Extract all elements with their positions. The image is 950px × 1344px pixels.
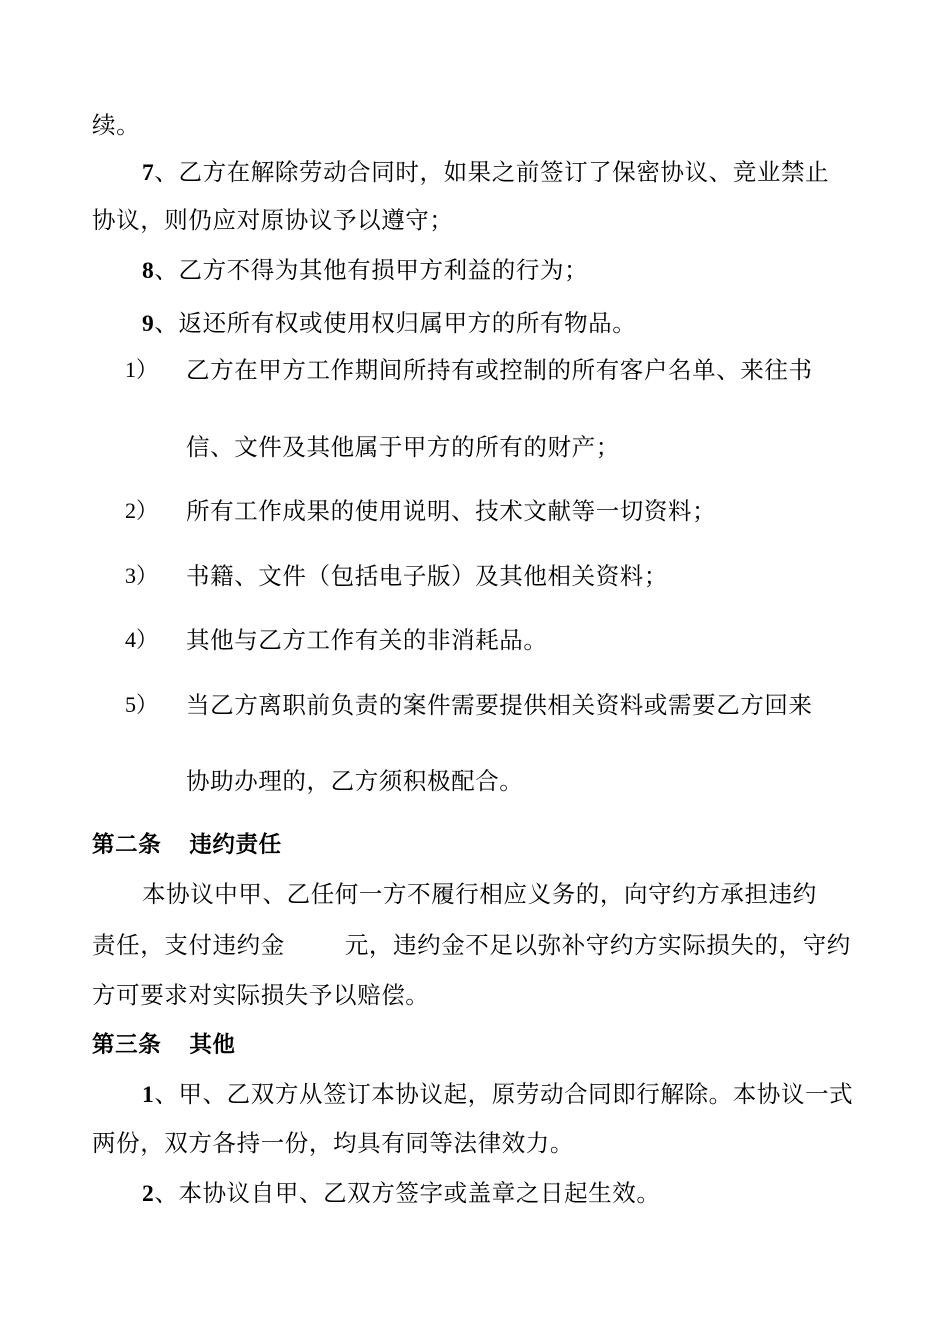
item-text: 乙方在解除劳动合同时，如果之前签订了保密协议、竞业禁止: [178, 158, 830, 186]
return-item-1-continued: 信、文件及其他属于甲方的所有的财产；: [186, 433, 620, 461]
list-number-2: 2）: [125, 498, 159, 523]
clause-item-7-continued: 协议，则仍应对原协议予以遵守；: [92, 206, 454, 234]
article-number: 第三条: [92, 1032, 162, 1058]
return-item-1: 乙方在甲方工作期间所持有或控制的所有客户名单、来往书: [186, 356, 813, 384]
list-number-1: 1）: [125, 357, 159, 382]
item-text: 甲、乙双方从签订本协议起，原劳动合同即行解除。本协议一式: [178, 1080, 854, 1108]
return-item-2: 所有工作成果的使用说明、技术文献等一切资料；: [186, 497, 717, 525]
list-number-5: 5）: [125, 692, 159, 717]
item-number: 7: [142, 160, 155, 186]
clause-item-7: [142, 157, 829, 188]
item-separator: 、: [154, 309, 179, 337]
item-number: 9: [142, 311, 155, 337]
item-separator: 、: [154, 1179, 179, 1207]
penalty-text-after: 元，违约金不足以弥补守约方实际损失的，守约: [344, 931, 851, 959]
article-title: 其他: [189, 1032, 236, 1058]
article-number: 第二条: [92, 832, 162, 858]
article-2-paragraph-line-2: [92, 930, 851, 960]
item-text: 返还所有权或使用权归属甲方的所有物品。: [178, 309, 637, 337]
article-3-item-1-continued: 两份，双方各持一份，均具有同等法律效力。: [92, 1129, 574, 1157]
return-item-3: 书籍、文件（包括电子版）及其他相关资料；: [186, 562, 668, 590]
return-item-5: 当乙方离职前负责的案件需要提供相关资料或需要乙方回来: [186, 691, 813, 719]
article-2-paragraph-line-3: 方可要求对实际损失予以赔偿。: [92, 981, 430, 1009]
article-3-heading: [92, 1030, 236, 1060]
item-text: 本协议自甲、乙双方签字或盖章之日起生效。: [178, 1179, 661, 1207]
item-separator: 、: [154, 158, 179, 186]
item-separator: 、: [154, 1080, 179, 1108]
clause-item-8: [142, 255, 588, 286]
article-2-paragraph-line-1: 本协议中甲、乙任何一方不履行相应义务的，向守约方承担违约: [142, 880, 817, 908]
article-3-item-1: [142, 1079, 853, 1110]
list-number-4: 4）: [125, 627, 159, 652]
article-title: 违约责任: [189, 832, 282, 858]
return-item-4: 其他与乙方工作有关的非消耗品。: [186, 626, 548, 654]
article-2-heading: [92, 830, 282, 860]
list-number-3: 3）: [125, 563, 159, 588]
item-separator: 、: [154, 256, 179, 284]
continuation-text: 续。: [92, 111, 141, 139]
item-number: 8: [142, 258, 155, 284]
penalty-text-before: 责任，支付违约金: [92, 931, 285, 959]
item-number: 2: [142, 1181, 155, 1207]
article-3-item-2: [142, 1178, 660, 1209]
item-number: 1: [142, 1082, 155, 1108]
return-item-5-continued: 协助办理的，乙方须积极配合。: [186, 767, 524, 795]
clause-item-9: [142, 308, 636, 339]
item-text: 乙方不得为其他有损甲方利益的行为；: [178, 256, 589, 284]
